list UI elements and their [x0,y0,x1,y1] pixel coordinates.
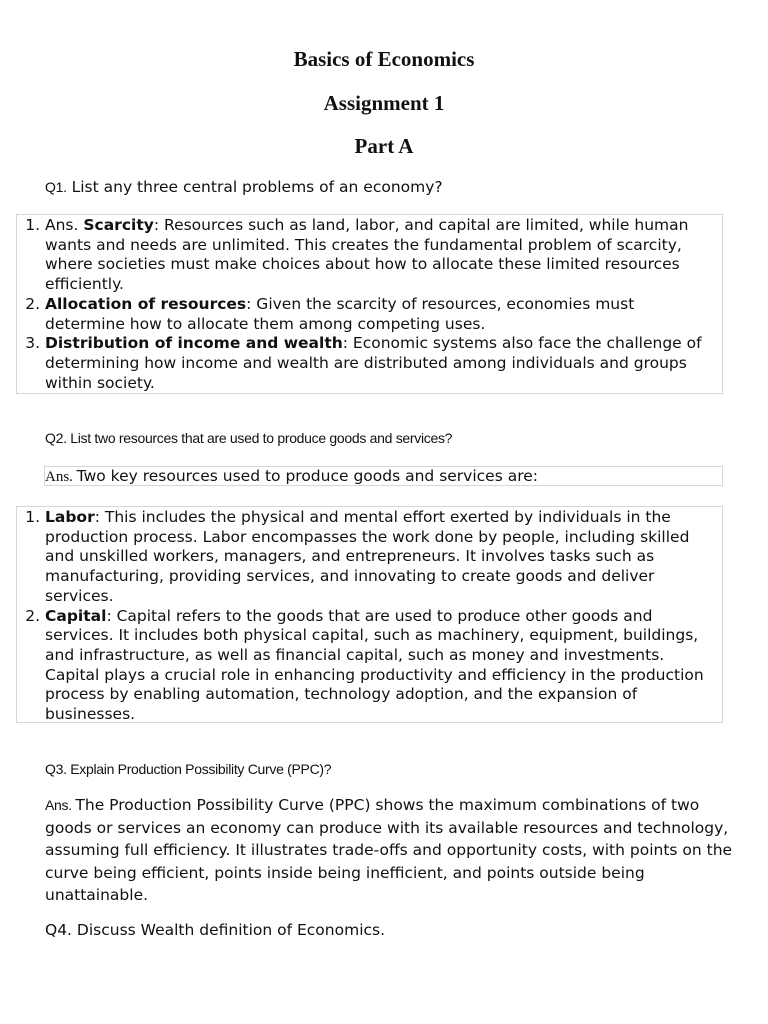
answer-text: : Given the scarcity of resources, economies must determine how to allocate them among competing uses. [45,294,635,333]
answer-prefix: Ans. [45,216,84,234]
q2-answer-list [17,508,722,725]
answer-text: : Economic systems also face the challenge of determining how income and wealth are distributed among individuals and groups within society. [45,334,702,392]
answer-text: : This includes the physical and mental effort exerted by individuals in the production process. Labor encompasses the work done by people, including skilled and unskilled workers, managers, and entrepreneurs. It involves tasks such as manufacturing, providing services, and innovating to create goods and deliver services. [45,508,690,605]
q1-question-text: List any three central problems of an economy? [71,178,443,196]
answer-term: Scarcity [83,216,154,234]
q1-answer-box [16,214,723,394]
answer-term: Allocation of resources [45,294,247,313]
answer-term: Labor [45,508,95,526]
assignment-heading: Assignment 1 [323,91,445,115]
q2-answer-item-2 [45,607,718,725]
q2-answer-item-1 [45,508,718,607]
answer-term: Distribution of income and wealth [45,334,343,353]
document-title: Basics of Economics [293,47,475,71]
answer-prefix: Ans. [45,469,77,485]
q4-question: Q4. Discuss Wealth definition of Economics. [45,921,386,939]
q1-answer-list [17,216,722,393]
q2-question: Q2. List two resources that are used to produce goods and services? [45,430,453,446]
answer-text: : Capital refers to the goods that are used to produce other goods and services. It includes both physical capital, such as machinery, equipment, buildings, and infrastructure, as well as financial capital, such as money and investments. Capital plays a crucial role in enhancing productivity and efficiency in the production process by enabling automation, technology adoption, and the expansion of businesses. [45,606,704,724]
q2-answer-box [16,506,723,723]
q3-answer [45,794,735,907]
q1-answer-item-2 [45,295,718,334]
q1-question [45,178,443,196]
answer-prefix: Ans. [45,797,76,813]
q1-answer-item-3 [45,334,718,393]
answer-text: The Production Possibility Curve (PPC) shows the maximum combinations of two goods or services an economy can produce with its available resources and technology, assuming full efficiency. It illustrates trade-offs and opportunity costs, with points on the curve being efficient, points inside being inefficient, and points outside being unattainable. [45,796,733,904]
q3-question: Q3. Explain Production Possibility Curve (PPC)? [45,761,332,777]
q1-label: Q1. [45,179,67,195]
answer-term: Capital [45,606,107,625]
q2-answer-intro [44,466,723,486]
answer-text: : Resources such as land, labor, and capital are limited, while human wants and needs are unlimited. This creates the fundamental problem of scarcity, where societies must make choices about how to allocate these limited resources efficiently. [45,216,689,294]
part-heading: Part A [354,134,414,158]
q1-answer-item-1 [45,216,718,295]
answer-intro-text: Two key resources used to produce goods and services are: [76,467,539,485]
